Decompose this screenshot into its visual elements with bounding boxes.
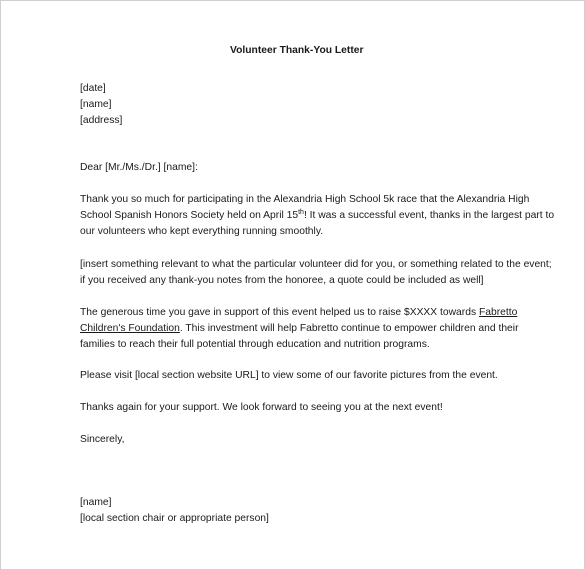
paragraph-3-line-2-text: . This investment will help Fabretto continue to empower children and their [179,323,519,334]
paragraph-3-line-2 [80,321,520,337]
paragraph-3 [80,305,520,353]
paragraph-3-line-1 [80,305,520,321]
paragraph-1-line-2-text: School Spanish Honors Society held on April 15 [80,210,299,221]
paragraph-3-line-3: families to reach their full potential through education and nutrition programs. [80,339,430,350]
letter-title: Volunteer Thank-You Letter [230,45,364,56]
paragraph-1-line-1: Thank you so much for participating in the Alexandria High School 5k race that the Alexandria High [80,194,530,205]
closing-text: Sincerely, [80,434,125,445]
closing [80,432,520,448]
paragraph-2-line-2: if you received any thank-you notes from the honoree, a quote could be included as well] [80,275,484,286]
paragraph-3-line-1-text: The generous time you gave in support of this event helped us to raise $XXXX towards [80,307,479,318]
paragraph-5-text: Thanks again for your support. We look forward to seeing you at the next event! [80,402,443,413]
foundation-link-part-1[interactable]: Fabretto [478,307,518,318]
date-line: [date] [80,83,106,94]
paragraph-1-line-3: our volunteers who kept everything running smoothly. [80,226,324,237]
paragraph-1-line-2 [80,208,555,224]
letter-header [80,81,520,129]
paragraph-1-line-2-rest: ! It was a successful event, thanks in the largest part to [303,210,555,221]
signature-role: [local section chair or appropriate person] [80,513,269,524]
recipient-name-line: [name] [80,99,112,110]
paragraph-4-text: Please visit [local section website URL] to view some of our favorite pictures from the event. [80,370,498,381]
foundation-link-part-2[interactable]: Children's Foundation [80,323,180,334]
signature-block [80,495,520,527]
address-line: [address] [80,115,123,126]
paragraph-2-line-1: [insert something relevant to what the particular volunteer did for you, or something related to the event; [80,259,552,270]
ordinal-suffix: th [298,209,304,216]
paragraph-5 [80,400,520,416]
paragraph-2 [80,257,552,289]
salutation-text: Dear [Mr./Ms./Dr.] [name]: [80,162,198,173]
salutation [80,160,520,176]
paragraph-4 [80,368,520,384]
signature-name: [name] [80,497,112,508]
paragraph-1 [80,192,555,240]
